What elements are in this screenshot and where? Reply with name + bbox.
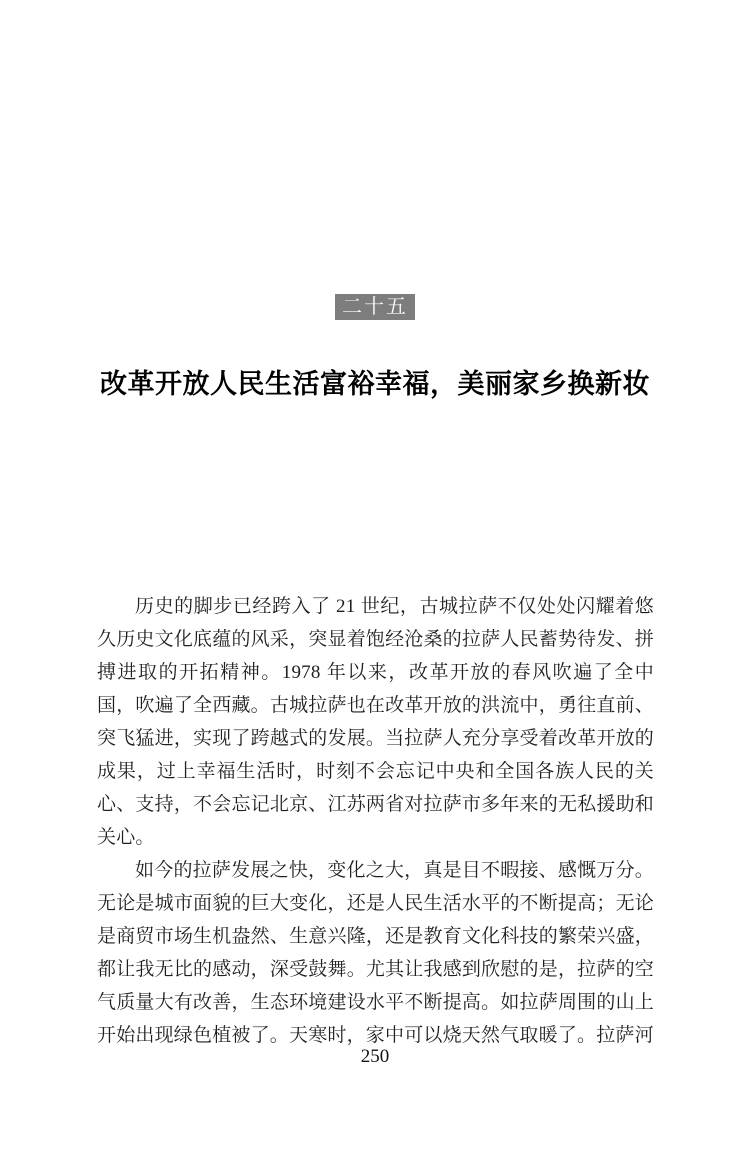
chapter-number-badge-row [0, 294, 750, 320]
chapter-title: 改革开放人民生活富裕幸福，美丽家乡换新妆 [100, 369, 650, 400]
paragraph-1: 历史的脚步已经跨入了 21 世纪，古城拉萨不仅处处闪耀着悠久历史文化底蕴的风采，突显着饱经沧桑的拉萨人民蓄势待发、拼搏进取的开拓精神。1978 年以来，改革开放的春风吹遍了全中国，吹遍了全西藏。古城拉萨也在改革开放的洪流中，勇往直前、突飞猛进，实现了跨越式的发展。当拉萨人充分享受着改革开放的成果，过上幸福生活时，时刻不会忘记中央和全国各族人民的关心、支持，不会忘记北京、江苏两省对拉萨市多年来的无私援助和关心。 [97, 596, 654, 848]
page-number: 250 [360, 1046, 390, 1067]
chapter-number-badge: 二十五 [335, 294, 415, 320]
paragraph-2: 如今的拉萨发展之快，变化之大，真是目不暇接、感慨万分。无论是城市面貌的巨大变化，还是人民生活水平的不断提高；无论是商贸市场生机盎然、生意兴隆，还是教育文化科技的繁荣兴盛，都让我无比的感动，深受鼓舞。尤其让我感到欣慰的是，拉萨的空气质量大有改善，生态环境建设水平不断提高。如拉萨周围的山上开始出现绿色植被了。天寒时，家中可以烧天然气取暖了。拉萨河 [97, 860, 654, 1046]
body-text [97, 590, 654, 1052]
